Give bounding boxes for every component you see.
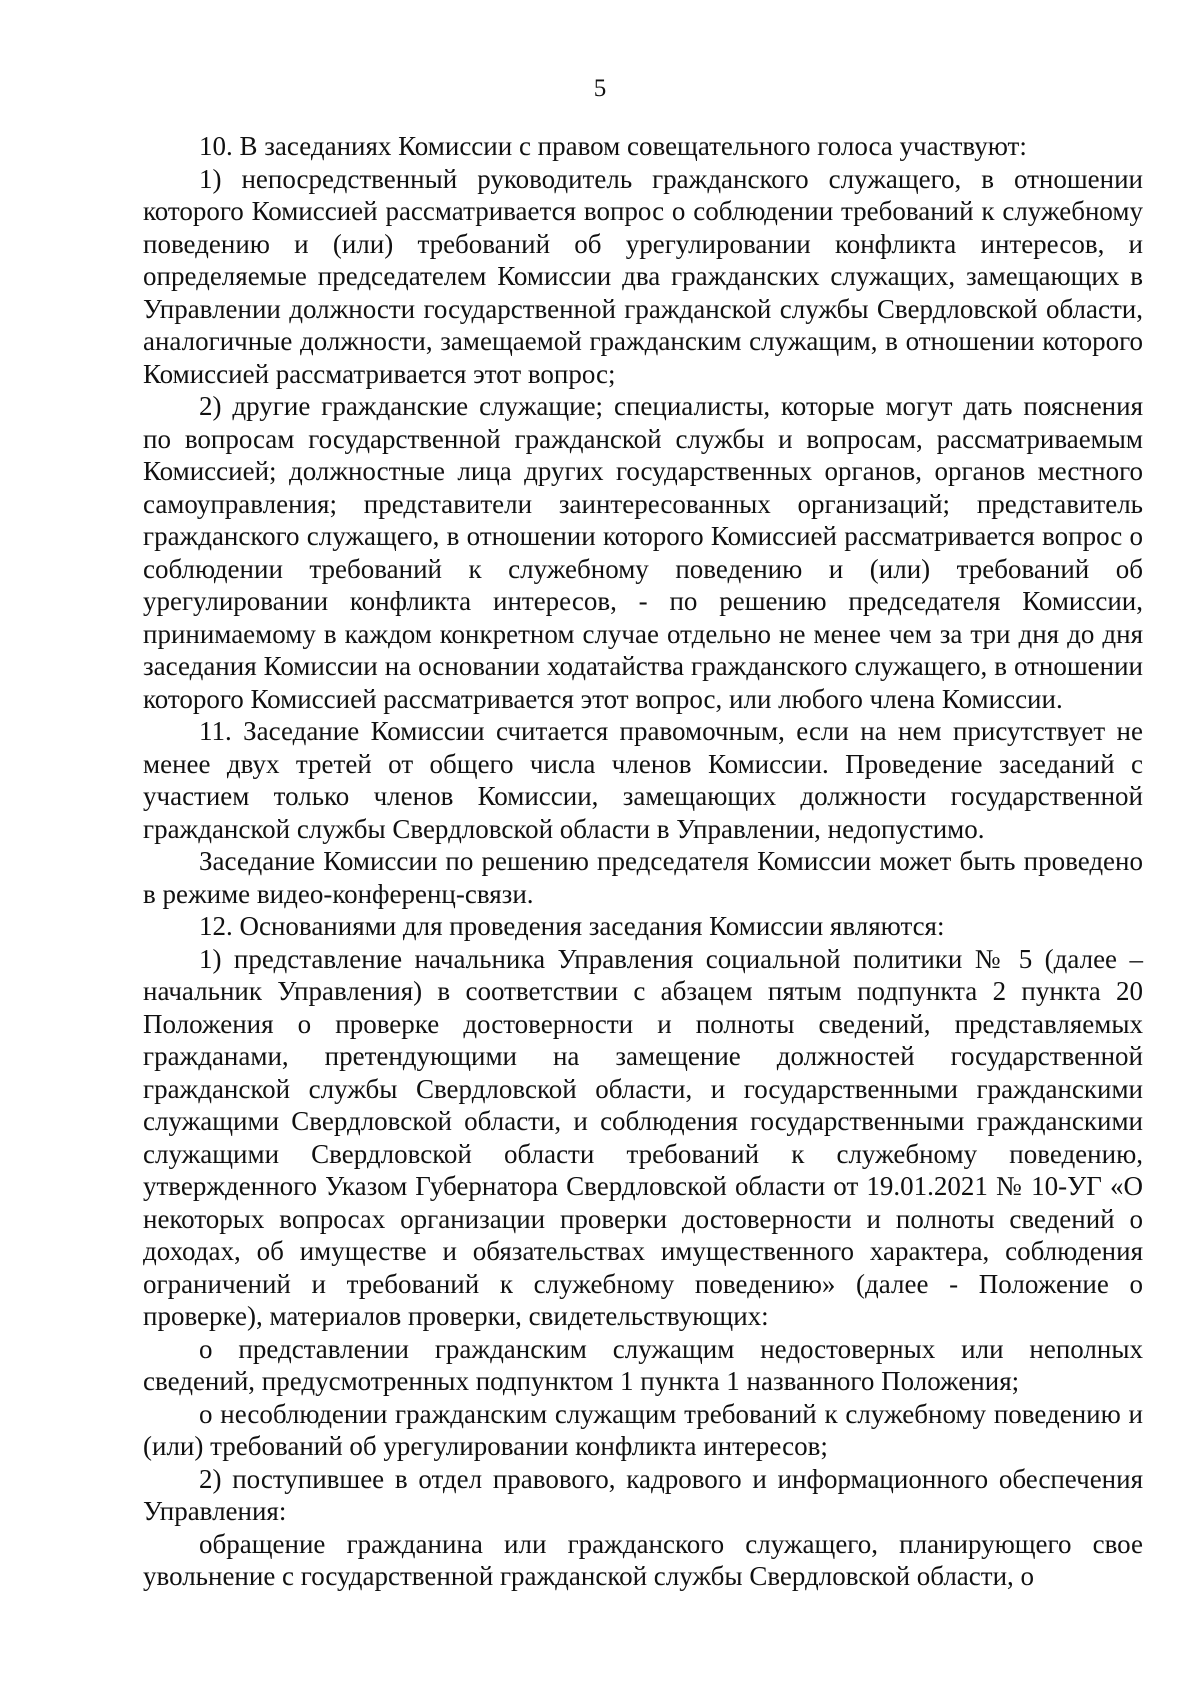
paragraph-12-item-2-sub-a: обращение гражданина или гражданского служащего, планирующего свое увольнение с государственной гражданской службы Свердловской области, о (143, 1528, 1143, 1591)
paragraph-12-item-1: 1) представление начальника Управления социальной политики № 5 (далее – начальник Управления) в соответствии с абзацем пятым подпункта 2 пункта 20 Положения о проверке достоверности и полноты сведений, представляемых гражданами, претендующими на замещение должностей государственной гражданской службы Свердловской области, и государственными гражданскими служащими Свердловской области, и соблюдения государственными гражданскими служащими Свердловской области требований к служебному поведению, утвержденного Указом Губернатора Свердловской области от 19.01.2021 № 10-УГ «О некоторых вопросах организации проверки достоверности и полноты сведений о доходах, об имуществе и обязательствах имущественного характера, соблюдения ограничений и требований к служебному поведению» (далее - Положение о проверке), материалов проверки, свидетельствующих: (143, 943, 1143, 1331)
paragraph-10-item-1: 1) непосредственный руководитель гражданского служащего, в отношении которого Комиссией рассматривается вопрос о соблюдении требований к служебному поведению и (или) требований об урегулировании конфликта интересов, и определяемые председателем Комиссии два гражданских служащих, замещающих в Управлении должности государственной гражданской службы Свердловской области, аналогичные должности, замещаемой гражданским служащим, в отношении которого Комиссией рассматривается этот вопрос; (143, 163, 1143, 389)
paragraph-12-item-1-sub-a: о представлении гражданским служащим недостоверных или неполных сведений, предусмотренных подпунктом 1 пункта 1 названного Положения; (143, 1333, 1143, 1396)
paragraph-12-item-1-sub-b: о несоблюдении гражданским служащим требований к служебному поведению и (или) требований об урегулировании конфликта интересов; (143, 1398, 1143, 1461)
page-number: 5 (593, 75, 607, 102)
paragraph-12: 12. Основаниями для проведения заседания Комиссии являются: (199, 911, 945, 941)
paragraph-10-item-2: 2) другие гражданские служащие; специалисты, которые могут дать пояснения по вопросам государственной гражданской службы и вопросам, рассматриваемым Комиссией; должностные лица других государственных органов, органов местного самоуправления; представители заинтересованных организаций; представитель гражданского служащего, в отношении которого Комиссией рассматривается вопрос о соблюдении требований к служебному поведению и (или) требований об урегулировании конфликта интересов, - по решению председателя Комиссии, принимаемому в каждом конкретном случае отдельно не менее чем за три дня до дня заседания Комиссии на основании ходатайства гражданского служащего, в отношении которого Комиссией рассматривается этот вопрос, или любого члена Комиссии. (143, 391, 1143, 714)
document-body (143, 130, 1143, 1593)
paragraph-11-part-2: Заседание Комиссии по решению председателя Комиссии может быть проведено в режиме видео-конференц-связи. (143, 846, 1143, 909)
paragraph-12-item-2: 2) поступившее в отдел правового, кадрового и информационного обеспечения Управления: (143, 1463, 1143, 1526)
paragraph-10: 10. В заседаниях Комиссии с правом совещательного голоса участвуют: (199, 131, 1027, 161)
paragraph-11: 11. Заседание Комиссии считается правомочным, если на нем присутствует не менее двух третей от общего числа членов Комиссии. Проведение заседаний с участием только членов Комиссии, замещающих должности государственной гражданской службы Свердловской области в Управлении, недопустимо. (143, 716, 1143, 844)
